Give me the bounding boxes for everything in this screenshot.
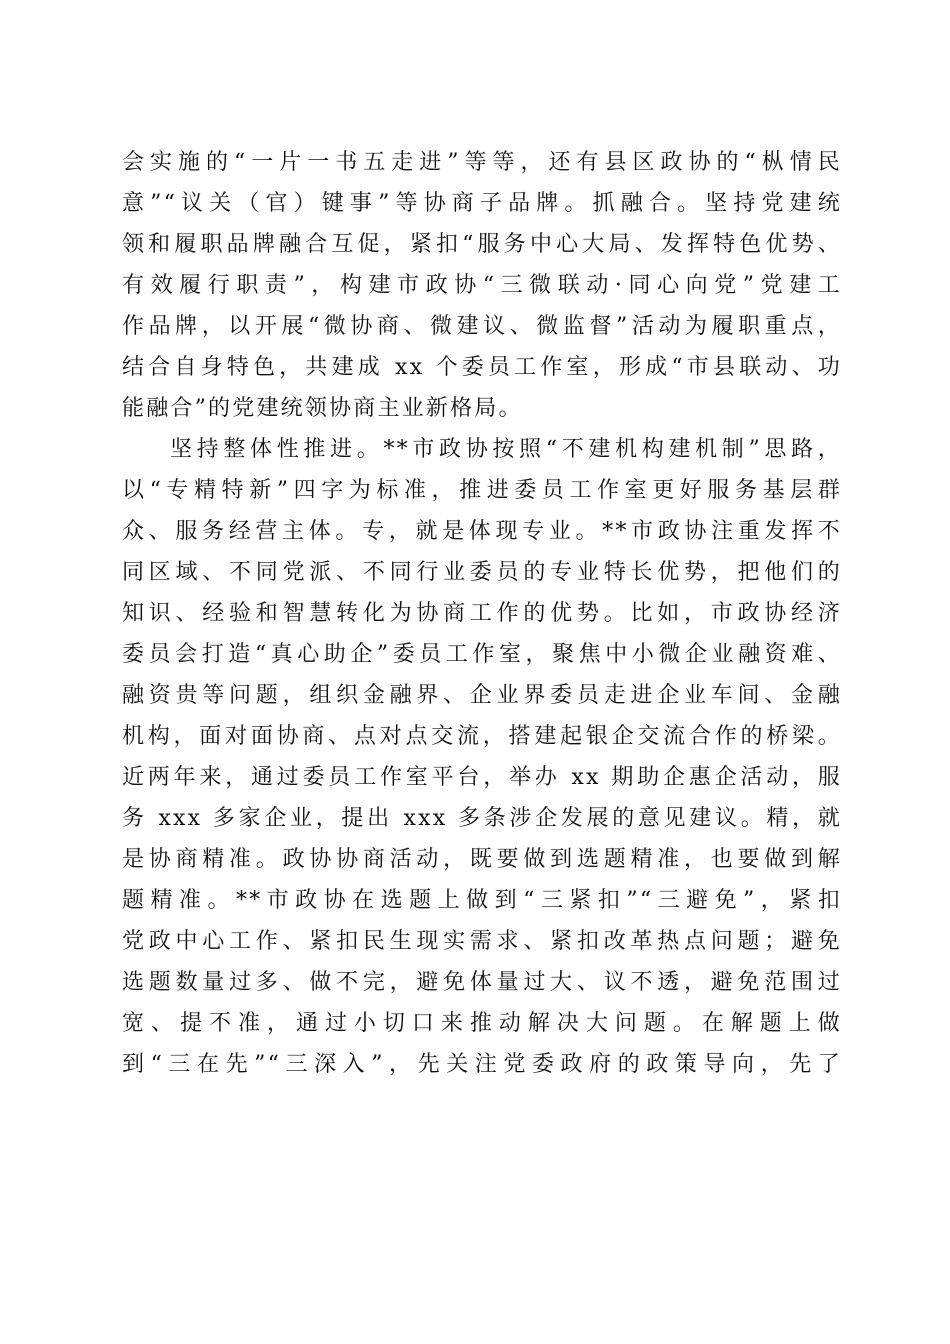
text-line: 会实施的“一片一书五走进”等等，还有县区政协的“枞情民 [122, 150, 842, 175]
text-line: 是协商精准。政协协商活动，既要做到选题精准，也要做到解 [122, 847, 842, 872]
text-line: 到“三在先”“三深入”，先关注党委政府的政策导向，先了 [122, 1052, 842, 1077]
paragraph [122, 429, 842, 1085]
text-line: 选题数量过多、做不完，避免体量过大、议不透，避免范围过 [122, 970, 842, 995]
text-line: 同区域、不同党派、不同行业委员的专业特长优势，把他们的 [122, 560, 842, 585]
text-line: 意”“议关（官）键事”等协商子品牌。抓融合。坚持党建统 [122, 191, 842, 216]
text-line: 众、服务经营主体。专，就是体现专业。**市政协注重发挥不 [122, 519, 842, 544]
text-line: 务 xxx 多家企业，提出 xxx 多条涉企发展的意见建议。精，就 [122, 806, 842, 831]
text-line: 党政中心工作、紧扣民生现实需求、紧扣改革热点问题；避免 [122, 929, 842, 954]
text-line: 机构，面对面协商、点对点交流，搭建起银企交流合作的桥梁。 [122, 724, 842, 749]
text-line: 委员会打造“真心助企”委员工作室，聚焦中小微企业融资难、 [122, 642, 842, 667]
text-line: 结合自身特色，共建成 xx 个委员工作室，形成“市县联动、功 [122, 355, 842, 380]
text-line: 能融合”的党建统领协商主业新格局。 [122, 396, 523, 421]
body-text [122, 142, 842, 1085]
text-line: 融资贵等问题，组织金融界、企业界委员走进企业车间、金融 [122, 683, 842, 708]
text-line: 知识、经验和智慧转化为协商工作的优势。比如，市政协经济 [122, 601, 842, 626]
text-line: 坚持整体性推进。**市政协按照“不建机构建机制”思路， [170, 437, 842, 462]
text-line: 近两年来，通过委员工作室平台，举办 xx 期助企惠企活动，服 [122, 765, 842, 790]
text-line: 作品牌，以开展“微协商、微建议、微监督”活动为履职重点， [122, 314, 842, 339]
paragraph [122, 142, 842, 429]
text-line: 有效履行职责”，构建市政协“三微联动·同心向党”党建工 [122, 273, 842, 298]
text-line: 领和履职品牌融合互促，紧扣“服务中心大局、发挥特色优势、 [122, 232, 842, 257]
text-line: 以“专精特新”四字为标准，推进委员工作室更好服务基层群 [122, 478, 842, 503]
text-line: 宽、提不准，通过小切口来推动解决大问题。在解题上做 [122, 1011, 842, 1036]
text-line: 题精准。**市政协在选题上做到“三紧扣”“三避免”，紧扣 [122, 888, 842, 913]
